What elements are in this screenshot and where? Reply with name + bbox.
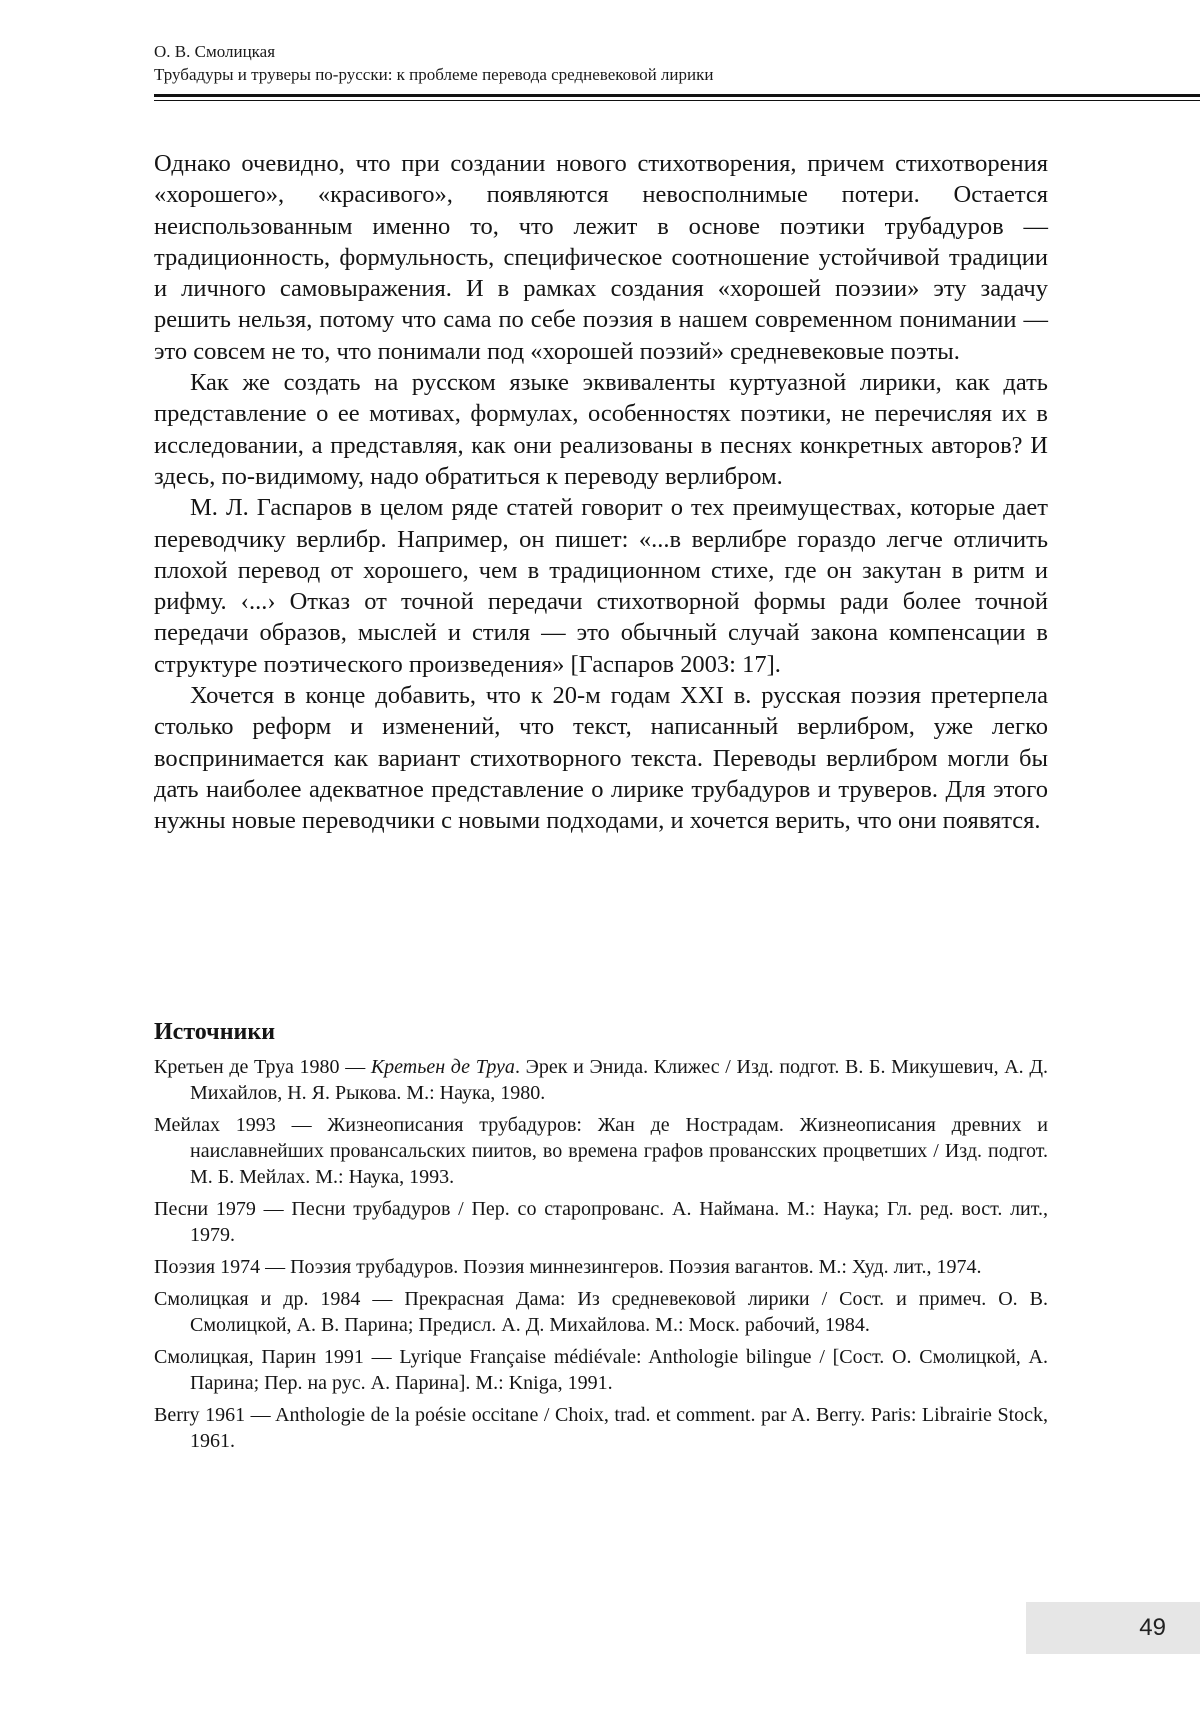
paragraph: Хочется в конце добавить, что к 20-м годам XXI в. русская поэзия претерпела столько реформ и изменений, что текст, написанный верлибром, уже легко воспринимается как вариант стихотворного текста. Переводы верлибром могли бы дать наиболее адекватное представление о лирике трубадуров и труверов. Для этого нужны новые переводчики с новыми подходами, и хочется верить, что они появятся. xyxy=(154,682,1048,835)
source-entry: Смолицкая, Парин 1991 — Lyrique Française médiévale: Anthologie bilingue / [Сост. О. Смолицкой, А. Парина; Пер. на рус. А. Парина]. М.: Kniga, 1991. xyxy=(154,1346,1048,1394)
page-number-box xyxy=(1026,1602,1200,1654)
source-entry: Песни 1979 — Песни трубадуров / Пер. со старопрованс. А. Наймана. М.: Наука; Гл. ред. вост. лит., 1979. xyxy=(154,1198,1048,1246)
source-entry xyxy=(154,1054,1048,1106)
paragraph: Однако очевидно, что при создании нового стихотворения, причем стихотворения «хорошего», «красивого», появляются невосполнимые потери. Остается неиспользованным именно то, что лежит в основе поэтики трубадуров — традиционность, формульность, специфическое соотношение устойчивой традиции и личного самовыражения. И в рамках создания «хорошей поэзии» эту задачу решить нельзя, потому что сама по себе поэзия в нашем современном понимании — это совсем не то, что понимали под «хорошей поэзий» средневековые поэты. xyxy=(154,150,1048,365)
page-number: 49 xyxy=(1139,1614,1166,1641)
running-head-author: О. В. Смолицкая xyxy=(154,42,276,61)
header-rule-thin xyxy=(154,100,1200,101)
source-entry-lead: Кретьен де Труа 1980 — xyxy=(154,1056,371,1078)
paragraph: М. Л. Гаспаров в целом ряде статей говорит о тех преимуществах, которые дает переводчику верлибр. Например, он пишет: «...в верлибре гораздо легче отличить плохой перевод от хорошего, чем в традиционном стихе, где он закутан в ритм и рифму. ‹...› Отказ от точной передачи стихотворной формы ради более точной передачи образов, мыслей и стиля — это обычный случай закона компенсации в структуре поэтического произведения» [Гаспаров 2003: 17]. xyxy=(154,494,1048,678)
source-entry: Поэзия 1974 — Поэзия трубадуров. Поэзия миннезингеров. Поэзия вагантов. М.: Худ. лит., 1974. xyxy=(154,1256,982,1278)
header-rule-thick xyxy=(154,94,1200,97)
sources-list xyxy=(154,1054,1048,1460)
running-head xyxy=(154,40,1054,86)
paragraph: Как же создать на русском языке эквиваленты куртуазной лирики, как дать представление о ее мотивах, формулах, особенностях поэтики, не перечисляя их в исследовании, а представляя, как они реализованы в песнях конкретных авторов? И здесь, по-видимому, надо обратиться к переводу верлибром. xyxy=(154,369,1048,490)
article-body xyxy=(154,148,1048,837)
source-entry-rest: . Эрек и Энида. Клижес / Изд. подгот. В. Б. Микушевич, А. Д. Михайлов, Н. Я. Рыкова. М.: Наука, 1980. xyxy=(190,1056,1048,1104)
source-entry: Смолицкая и др. 1984 — Прекрасная Дама: Из средневековой лирики / Сост. и примеч. О. В. Смолицкой, А. В. Парина; Предисл. А. Д. Михайлова. М.: Моск. рабочий, 1984. xyxy=(154,1288,1048,1336)
source-entry-italic: Кретьен де Труа xyxy=(370,1056,515,1078)
running-head-title: Трубадуры и труверы по-русски: к проблеме перевода средневековой лирики xyxy=(154,65,714,84)
sources-heading: Источники xyxy=(154,1019,276,1045)
source-entry: Berry 1961 — Anthologie de la poésie occitane / Choix, trad. et comment. par A. Berry. Paris: Librairie Stock, 1961. xyxy=(154,1404,1048,1452)
source-entry: Мейлах 1993 — Жизнеописания трубадуров: Жан де Нострадам. Жизнеописания древних и наиславнейших провансальских пиитов, во времена графов провансских процветших / Изд. подгот. М. Б. Мейлах. М.: Наука, 1993. xyxy=(154,1114,1048,1188)
